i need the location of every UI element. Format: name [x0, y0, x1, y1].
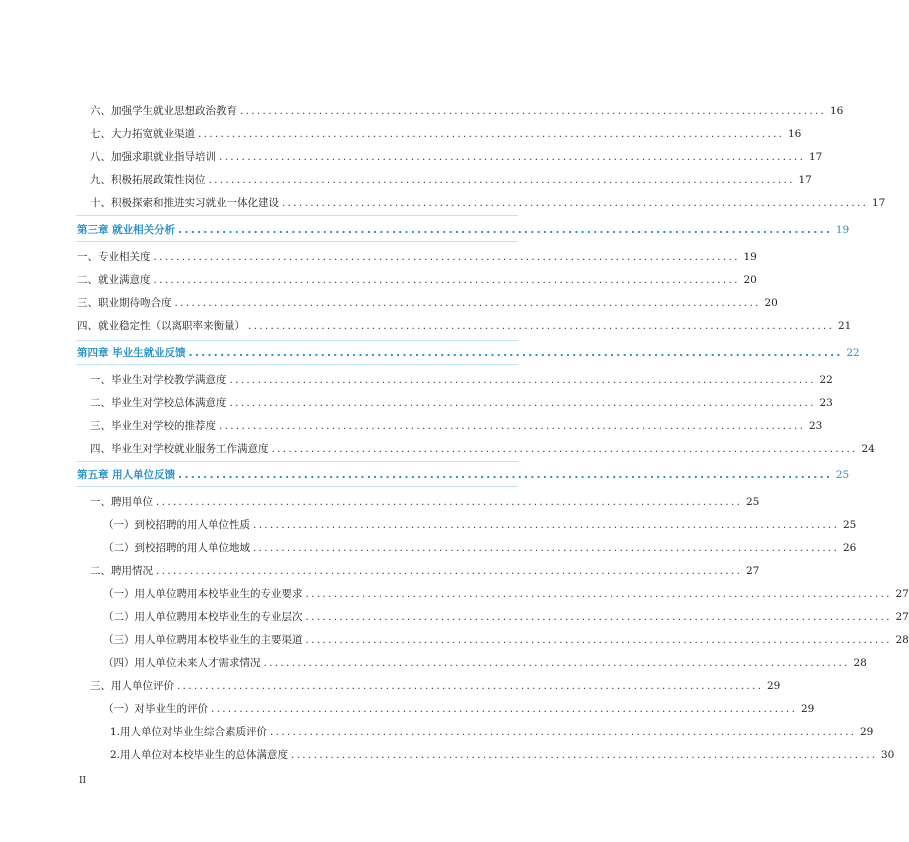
toc-entry-title: 三、用人单位评价 [90, 680, 174, 692]
toc-entry[interactable] [77, 296, 778, 310]
toc-entry[interactable] [90, 104, 844, 118]
toc-entry[interactable] [90, 173, 812, 187]
leader-dots: ........................................................................................................ [248, 320, 835, 332]
leader-dots: ........................................................................................................ [271, 443, 858, 455]
toc-entry-page: 21 [837, 320, 852, 332]
toc-entry[interactable] [103, 633, 909, 647]
toc-chapter-title: 第三章 就业相关分析 [77, 224, 176, 236]
toc-entry-page: 17 [871, 197, 886, 209]
toc-entry-page: 22 [819, 374, 833, 386]
toc-entry-page: 16 [787, 128, 802, 140]
leader-dots: ........................................................................................................ [156, 496, 743, 508]
leader-dots: ........................................................................................................ [178, 469, 833, 481]
toc-entry[interactable] [90, 679, 781, 693]
toc-entry-page: 20 [764, 297, 778, 309]
toc-entry-page: 24 [861, 443, 875, 455]
toc-entry[interactable] [110, 725, 874, 739]
leader-dots: ........................................................................................................ [263, 657, 850, 669]
toc-entry[interactable] [103, 656, 867, 670]
toc-entry-page: 20 [743, 274, 757, 286]
toc-entry-title: 六、加强学生就业思想政治教育 [90, 105, 237, 117]
leader-dots: ........................................................................................................ [219, 420, 806, 432]
toc-entry[interactable] [90, 127, 802, 141]
toc-entry-title: （三）用人单位聘用本校毕业生的主要渠道 [103, 634, 303, 646]
toc-entry[interactable] [90, 396, 833, 410]
toc-entry[interactable] [90, 373, 833, 387]
toc-chapter-title: 第五章 用人单位反馈 [77, 469, 176, 481]
toc-entry[interactable] [103, 610, 909, 624]
leader-dots: ........................................................................................................ [156, 565, 743, 577]
leader-dots: ........................................................................................................ [291, 749, 878, 761]
toc-entry[interactable] [77, 273, 757, 287]
toc-entry-title: 七、大力拓宽就业渠道 [90, 128, 195, 140]
toc-entry-title: 十、积极探索和推进实习就业一体化建设 [90, 197, 279, 209]
toc-entry-title: 二、毕业生对学校总体满意度 [90, 397, 227, 409]
toc-entry[interactable] [77, 319, 852, 333]
leader-dots: ........................................................................................................ [270, 726, 857, 738]
toc-entry-page: 17 [798, 174, 812, 186]
toc-entry-title: 2.用人单位对本校毕业生的总体满意度 [110, 749, 289, 761]
toc-entry-title: （一）用人单位聘用本校毕业生的专业要求 [103, 588, 303, 600]
toc-entry-page: 27 [895, 588, 909, 600]
toc-entry-page: 28 [895, 634, 909, 646]
leader-dots: ........................................................................................................ [305, 588, 892, 600]
toc-entry-title: 一、专业相关度 [77, 251, 151, 263]
toc-entry-title: 三、毕业生对学校的推荐度 [90, 420, 216, 432]
toc-entry-page: 23 [819, 397, 833, 409]
toc-entry-page: 29 [766, 680, 781, 692]
toc-entry-page: 16 [829, 105, 844, 117]
toc-entry[interactable] [90, 442, 875, 456]
page-number: II [79, 776, 87, 786]
toc-entry-title: 二、聘用情况 [90, 565, 153, 577]
chapter-divider [76, 241, 518, 242]
toc-entry-title: （二）到校招聘的用人单位地域 [103, 542, 250, 554]
toc-chapter-page: 25 [835, 469, 850, 481]
toc-entry-page: 27 [895, 611, 909, 623]
toc-entry-title: 九、积极拓展政策性岗位 [90, 174, 206, 186]
leader-dots: ........................................................................................................ [198, 128, 785, 140]
toc-chapter[interactable] [77, 346, 860, 360]
toc-entry-title: 三、职业期待吻合度 [77, 297, 172, 309]
leader-dots: ........................................................................................................ [174, 297, 761, 309]
leader-dots: ........................................................................................................ [305, 634, 892, 646]
leader-dots: ........................................................................................................ [219, 151, 806, 163]
chapter-divider [76, 461, 518, 462]
toc-entry[interactable] [103, 702, 815, 716]
leader-dots: ........................................................................................................ [240, 105, 827, 117]
toc-entry-title: （二）用人单位聘用本校毕业生的专业层次 [103, 611, 303, 623]
toc-entry[interactable] [103, 587, 909, 601]
toc-chapter-title: 第四章 毕业生就业反馈 [77, 347, 186, 359]
toc-entry-page: 27 [745, 565, 760, 577]
toc-entry-page: 30 [880, 749, 895, 761]
leader-dots: ........................................................................................................ [177, 680, 764, 692]
leader-dots: ........................................................................................................ [153, 251, 740, 263]
toc-entry-page: 26 [842, 542, 857, 554]
toc-entry[interactable] [110, 748, 895, 762]
toc-entry-title: 四、就业稳定性（以离职率来衡量） [77, 320, 245, 332]
leader-dots: ........................................................................................................ [305, 611, 892, 623]
leader-dots: ........................................................................................................ [253, 542, 840, 554]
toc-entry[interactable] [90, 419, 823, 433]
leader-dots: ........................................................................................................ [211, 703, 798, 715]
chapter-divider [76, 215, 518, 216]
leader-dots: ........................................................................................................ [178, 224, 833, 236]
toc-entry-page: 29 [859, 726, 874, 738]
toc-entry-page: 19 [743, 251, 757, 263]
chapter-divider [76, 364, 518, 365]
toc-entry-title: 八、加强求职就业指导培训 [90, 151, 216, 163]
chapter-divider [76, 340, 518, 341]
toc-entry-title: 1.用人单位对毕业生综合素质评价 [110, 726, 268, 738]
toc-entry[interactable] [90, 150, 823, 164]
toc-entry-title: 四、毕业生对学校就业服务工作满意度 [90, 443, 269, 455]
toc-entry[interactable] [103, 518, 857, 532]
leader-dots: ........................................................................................................ [188, 347, 843, 359]
toc-entry-page: 25 [842, 519, 857, 531]
toc-entry-page: 29 [800, 703, 815, 715]
toc-entry-title: 二、就业满意度 [77, 274, 151, 286]
toc-entry-page: 23 [808, 420, 823, 432]
leader-dots: ........................................................................................................ [153, 274, 740, 286]
toc-entry-page: 17 [808, 151, 823, 163]
toc-chapter-page: 22 [846, 347, 860, 359]
toc-entry-title: （一）对毕业生的评价 [103, 703, 208, 715]
toc-entry-title: 一、聘用单位 [90, 496, 153, 508]
toc-chapter[interactable] [77, 468, 850, 482]
toc-entry-title: （一）到校招聘的用人单位性质 [103, 519, 250, 531]
toc-chapter[interactable] [77, 223, 850, 237]
leader-dots: ........................................................................................................ [229, 374, 816, 386]
toc-entry[interactable] [77, 250, 757, 264]
toc-entry[interactable] [103, 541, 857, 555]
toc-entry[interactable] [90, 196, 886, 210]
leader-dots: ........................................................................................................ [208, 174, 795, 186]
chapter-divider [76, 486, 518, 487]
leader-dots: ........................................................................................................ [282, 197, 869, 209]
toc-entry[interactable] [90, 564, 760, 578]
toc-entry-title: （四）用人单位未来人才需求情况 [103, 657, 261, 669]
toc-entry-title: 一、毕业生对学校教学满意度 [90, 374, 227, 386]
leader-dots: ........................................................................................................ [253, 519, 840, 531]
toc-chapter-page: 19 [835, 224, 850, 236]
toc-entry-page: 28 [853, 657, 867, 669]
toc-entry-page: 25 [745, 496, 760, 508]
toc-entry[interactable] [90, 495, 760, 509]
leader-dots: ........................................................................................................ [229, 397, 816, 409]
